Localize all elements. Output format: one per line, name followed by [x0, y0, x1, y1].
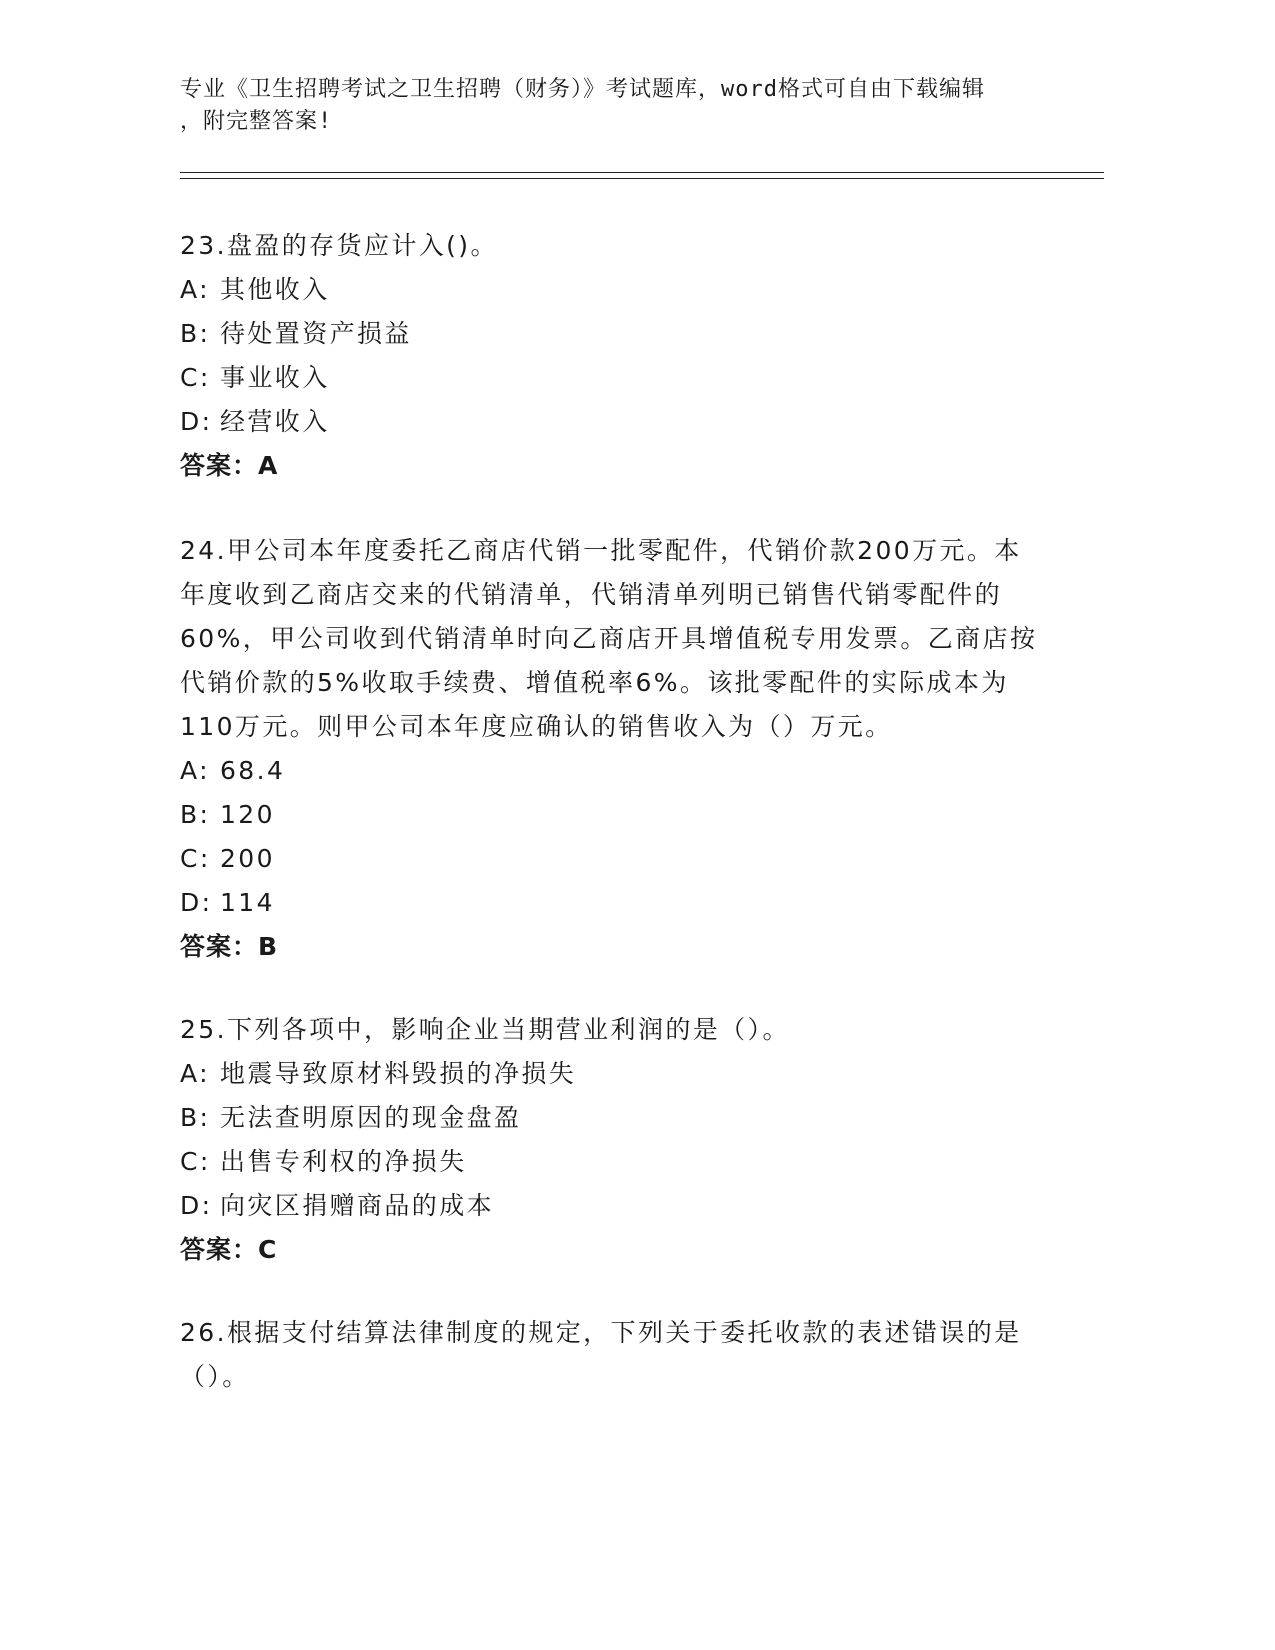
- option-key: D:: [180, 407, 213, 436]
- answer-line: 答案：C: [180, 1235, 278, 1264]
- option-text: 地震导致原材料毁损的净损失: [220, 1059, 577, 1088]
- option-key: B:: [180, 319, 211, 348]
- option-text: 其他收入: [220, 275, 330, 304]
- option-key: D:: [180, 888, 213, 917]
- question-stem: [180, 1311, 1040, 1399]
- stem-line: 60%，甲公司收到代销清单时向乙商店开具增值税专用发票。乙商店按: [180, 624, 1038, 653]
- option-text: 事业收入: [220, 363, 330, 392]
- header-divider-top: [180, 172, 1104, 173]
- question-stem: [180, 529, 1040, 749]
- option-text: 经营收入: [220, 407, 330, 436]
- answer-line: 答案：B: [180, 932, 279, 961]
- answer-line: 答案：A: [180, 451, 279, 480]
- option-b: [180, 312, 1040, 356]
- option-d: [180, 400, 1040, 444]
- stem-line: 代销价款的5%收取手续费、增值税率6%。该批零配件的实际成本为: [180, 668, 1009, 697]
- option-key: C:: [180, 363, 211, 392]
- header-line-1: 专业《卫生招聘考试之卫生招聘（财务）》考试题库，word格式可自由下载编辑: [180, 77, 985, 102]
- header-divider-bottom: [180, 178, 1104, 179]
- stem-line: 24.甲公司本年度委托乙商店代销一批零配件，代销价款200万元。本: [180, 536, 1022, 565]
- stem-line: （）。: [180, 1362, 250, 1391]
- option-key: B:: [180, 800, 211, 829]
- option-key: A:: [180, 756, 210, 785]
- option-text: 200: [220, 844, 275, 873]
- stem-line: 26.根据支付结算法律制度的规定，下列关于委托收款的表述错误的是: [180, 1318, 1022, 1347]
- option-a: [180, 1052, 1040, 1096]
- option-d: [180, 881, 1040, 925]
- option-text: 出售专利权的净损失: [220, 1147, 467, 1176]
- option-c: [180, 1140, 1040, 1184]
- option-text: 无法查明原因的现金盘盈: [220, 1103, 522, 1132]
- option-d: [180, 1184, 1040, 1228]
- option-text: 114: [220, 888, 275, 917]
- stem-line: 25.下列各项中，影响企业当期营业利润的是（）。: [180, 1015, 790, 1044]
- option-text: 120: [220, 800, 275, 829]
- option-text: 待处置资产损益: [220, 319, 412, 348]
- option-key: C:: [180, 1147, 211, 1176]
- option-key: A:: [180, 1059, 210, 1088]
- header-line-2: ，附完整答案!: [180, 109, 333, 134]
- stem-line: 110万元。则甲公司本年度应确认的销售收入为（）万元。: [180, 712, 893, 741]
- question-stem: [180, 224, 1040, 268]
- option-text: 向灾区捐赠商品的成本: [220, 1191, 495, 1220]
- question-24: [180, 529, 1040, 969]
- option-c: [180, 356, 1040, 400]
- option-b: [180, 793, 1040, 837]
- option-a: [180, 749, 1040, 793]
- question-23: [180, 224, 1040, 488]
- option-a: [180, 268, 1040, 312]
- option-key: A:: [180, 275, 210, 304]
- question-26: [180, 1311, 1040, 1399]
- stem-line: 年度收到乙商店交来的代销清单，代销清单列明已销售代销零配件的: [180, 580, 1003, 609]
- question-25: [180, 1008, 1040, 1272]
- document-header: [180, 74, 1040, 138]
- stem-line: 23.盘盈的存货应计入()。: [180, 231, 498, 260]
- option-key: C:: [180, 844, 211, 873]
- option-b: [180, 1096, 1040, 1140]
- option-key: D:: [180, 1191, 213, 1220]
- option-text: 68.4: [220, 756, 286, 785]
- option-c: [180, 837, 1040, 881]
- question-stem: [180, 1008, 1040, 1052]
- option-key: B:: [180, 1103, 211, 1132]
